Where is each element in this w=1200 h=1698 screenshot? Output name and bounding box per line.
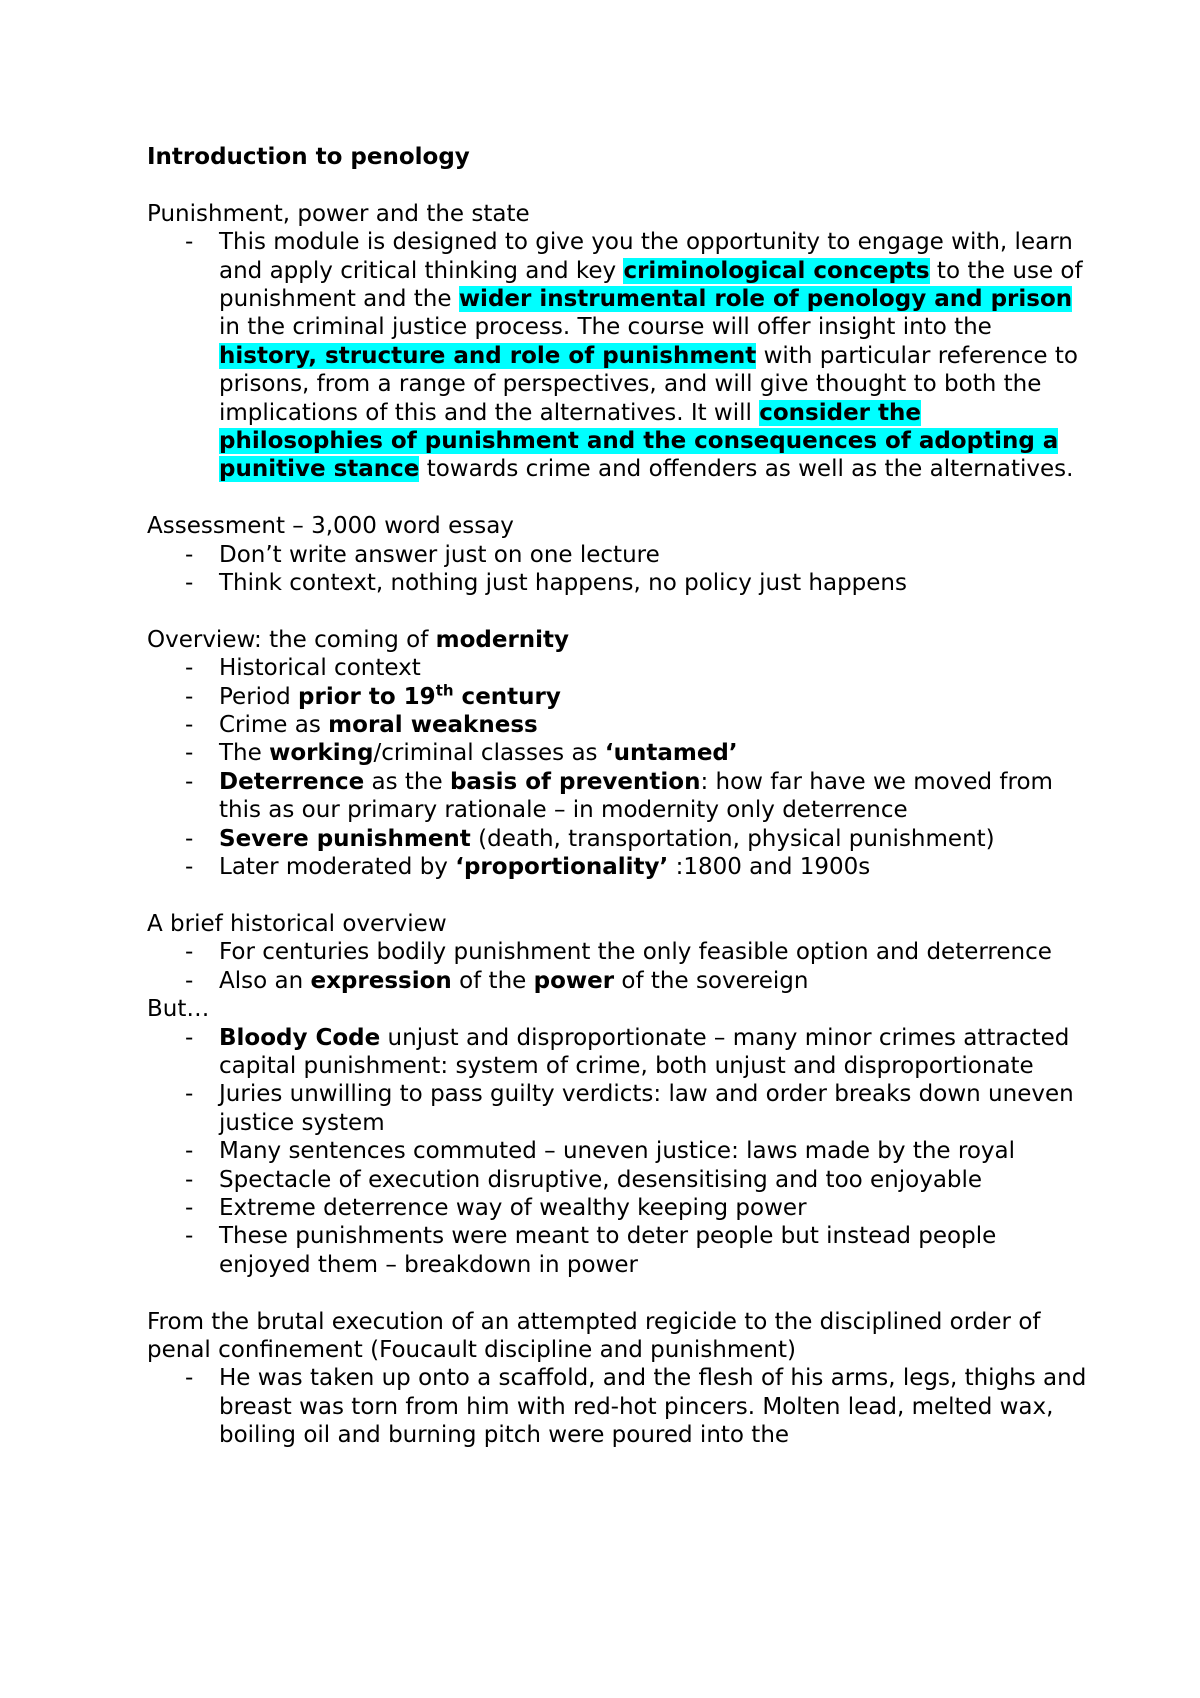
highlighted-phrase: history, structure and role of punishment bbox=[219, 342, 757, 369]
list-item: - These punishments were meant to deter people but instead people enjoyed them – breakdown in power bbox=[147, 1222, 1087, 1279]
text-segment: Overview: the coming of bbox=[147, 626, 436, 653]
bold-phrase: century bbox=[453, 683, 561, 710]
bold-phrase: expression bbox=[310, 967, 452, 994]
list-item bbox=[147, 739, 1087, 767]
list-item bbox=[147, 1024, 1087, 1081]
text-segment: :1800 and 1900s bbox=[668, 854, 871, 881]
text-segment: as the bbox=[364, 768, 450, 795]
text-segment: with particular reference to prisons, from a range of perspectives, and will give thought to both the implications of this and the alternatives. It will bbox=[219, 342, 1078, 426]
list-item: - He was taken up onto a scaffold, and the flesh of his arms, legs, thighs and breast was torn from him with red-hot pincers. Molten lead, melted wax, boiling oil and burning pitch were poured into the bbox=[147, 1364, 1087, 1449]
list-item bbox=[147, 711, 1087, 739]
text-segment: Period bbox=[219, 683, 299, 710]
bold-phrase: ‘proportionality’ bbox=[455, 854, 669, 881]
list-item: - Extreme deterrence way of wealthy keeping power bbox=[147, 1194, 1087, 1222]
bold-phrase: modernity bbox=[435, 626, 570, 653]
superscript: th bbox=[435, 681, 454, 700]
text-segment: unjust and disproportionate – many minor crimes attracted capital punishment: system of crime, both unjust and disproportionate bbox=[219, 1024, 1070, 1079]
bullet-list bbox=[147, 541, 1087, 598]
section-heading: Punishment, power and the state bbox=[147, 200, 530, 227]
list-item: - Juries unwilling to pass guilty verdicts: law and order breaks down uneven justice system bbox=[147, 1080, 1087, 1137]
bold-phrase: Severe punishment bbox=[219, 825, 471, 852]
highlighted-phrase: wider instrumental role of penology and prison bbox=[458, 286, 1073, 313]
section-heading bbox=[147, 626, 1087, 654]
text-segment: Also an bbox=[219, 967, 311, 994]
list-item: - Many sentences commuted – uneven justice: laws made by the royal bbox=[147, 1137, 1087, 1165]
text-segment: /criminal classes as bbox=[373, 740, 605, 767]
list-item: - Spectacle of execution disruptive, desensitising and too enjoyable bbox=[147, 1166, 1087, 1194]
list-item bbox=[147, 228, 1087, 484]
bullet-list bbox=[147, 654, 1087, 881]
bold-phrase: moral weakness bbox=[328, 712, 538, 739]
bullet-list bbox=[147, 1364, 1087, 1449]
highlighted-phrase: consider the philosophies of punishment and the consequences of adopting a punitive stance bbox=[219, 399, 1059, 483]
bold-phrase: Bloody Code bbox=[219, 1024, 381, 1051]
bullet-list bbox=[147, 938, 1087, 995]
list-item: - Don’t write answer just on one lecture bbox=[147, 541, 1087, 569]
section-punishment-power-state bbox=[147, 200, 1087, 484]
bold-phrase: Deterrence bbox=[219, 768, 365, 795]
bullet-list bbox=[147, 228, 1087, 484]
bold-phrase: basis of prevention bbox=[449, 768, 701, 795]
list-item: - Think context, nothing just happens, no policy just happens bbox=[147, 569, 1087, 597]
list-item bbox=[147, 825, 1087, 853]
text-segment: to the use of punishment and the bbox=[219, 257, 1083, 313]
highlighted-phrase: criminological concepts bbox=[623, 257, 930, 284]
text-segment: (death, transportation, physical punishment) bbox=[470, 825, 995, 852]
text-segment: Crime as bbox=[219, 712, 329, 739]
text-segment: of the sovereign bbox=[614, 967, 809, 994]
list-item: - For centuries bodily punishment the only feasible option and deterrence bbox=[147, 938, 1087, 966]
list-item bbox=[147, 853, 1087, 881]
list-item bbox=[147, 683, 1087, 711]
bold-phrase: working bbox=[269, 740, 374, 767]
text-segment: This module is designed to give you the opportunity to engage with, learn and apply critical thinking and key bbox=[219, 229, 1073, 284]
bold-phrase: power bbox=[533, 967, 615, 994]
document-body bbox=[147, 143, 1087, 1478]
document-title: Introduction to penology bbox=[147, 144, 470, 170]
section-heading: Assessment – 3,000 word essay bbox=[147, 513, 514, 540]
bold-phrase: ‘untamed’ bbox=[604, 740, 738, 767]
bullet-list bbox=[147, 1024, 1087, 1280]
text-segment: The bbox=[219, 740, 270, 767]
section-heading: From the brutal execution of an attempted regicide to the disciplined order of penal confinement (Foucault discipline and punishment) bbox=[147, 1308, 1041, 1363]
list-item: - Historical context bbox=[147, 654, 1087, 682]
text-segment: towards crime and offenders as well as the alternatives. bbox=[419, 456, 1074, 483]
bold-phrase: prior to 19 bbox=[298, 683, 436, 710]
but-line: But… bbox=[147, 996, 210, 1023]
text-segment: : how far have we moved from this as our primary rationale – in modernity only deterrence bbox=[219, 768, 1053, 824]
section-foucault bbox=[147, 1308, 1087, 1450]
text-segment: Later moderated by bbox=[219, 854, 456, 881]
list-item bbox=[147, 768, 1087, 825]
section-historical-overview bbox=[147, 910, 1087, 1279]
text-segment: in the criminal justice process. The course will offer insight into the bbox=[219, 314, 992, 341]
section-overview-modernity bbox=[147, 626, 1087, 882]
section-heading: A brief historical overview bbox=[147, 910, 447, 937]
list-item bbox=[147, 967, 1087, 995]
text-segment: of the bbox=[451, 967, 534, 994]
section-assessment bbox=[147, 512, 1087, 597]
